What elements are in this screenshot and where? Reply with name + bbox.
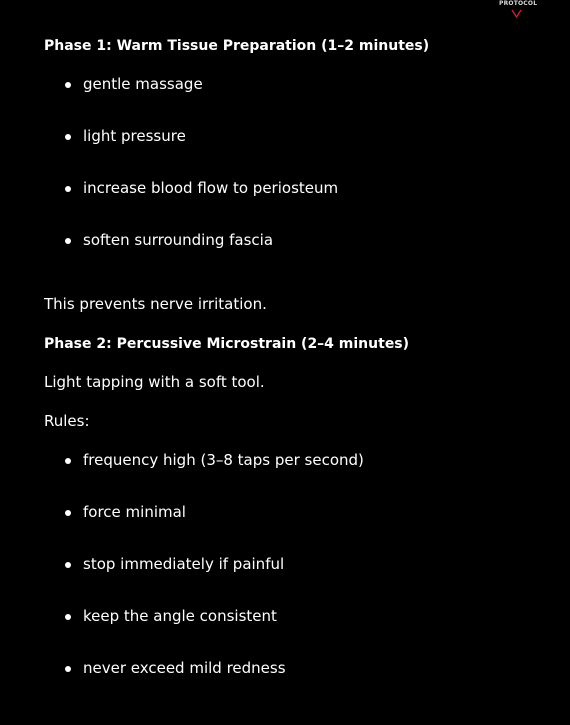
chevron-down-icon[interactable] [511, 9, 522, 18]
list-item-text: gentle massage [83, 75, 203, 93]
bullet-icon [65, 510, 71, 516]
list-item-text: stop immediately if painful [83, 555, 285, 573]
phase-1-heading: Phase 1: Warm Tissue Preparation (1–2 minutes) [44, 38, 430, 54]
list-item [44, 124, 544, 148]
list-item [44, 656, 544, 680]
protocol-label: PROTOCOL [499, 0, 538, 7]
list-item-text: force minimal [83, 503, 186, 521]
bullet-icon [65, 82, 71, 88]
list-item [44, 604, 544, 628]
rules-label: Rules: [44, 412, 90, 430]
document-content [44, 34, 544, 680]
phase-2-intro: Light tapping with a soft tool. [44, 373, 265, 391]
list-item-text: frequency high (3–8 taps per second) [83, 451, 364, 469]
list-item [44, 552, 544, 576]
list-item-text: light pressure [83, 127, 186, 145]
list-item [44, 228, 544, 252]
list-item [44, 72, 544, 96]
list-item-text: keep the angle consistent [83, 607, 277, 625]
list-item-text: increase blood flow to periosteum [83, 179, 339, 197]
bullet-icon [65, 458, 71, 464]
bullet-icon [65, 614, 71, 620]
bullet-icon [65, 666, 71, 672]
bullet-icon [65, 186, 71, 192]
list-item [44, 448, 544, 472]
phase-1-list [44, 72, 544, 252]
bullet-icon [65, 134, 71, 140]
bullet-icon [65, 562, 71, 568]
list-item-text: soften surrounding fascia [83, 231, 274, 249]
phase-1-note: This prevents nerve irritation. [44, 295, 267, 313]
list-item-text: never exceed mild redness [83, 659, 286, 677]
bullet-icon [65, 238, 71, 244]
list-item [44, 500, 544, 524]
list-item [44, 176, 544, 200]
phase-2-heading: Phase 2: Percussive Microstrain (2–4 minutes) [44, 336, 410, 352]
phase-2-rules-list [44, 448, 544, 680]
